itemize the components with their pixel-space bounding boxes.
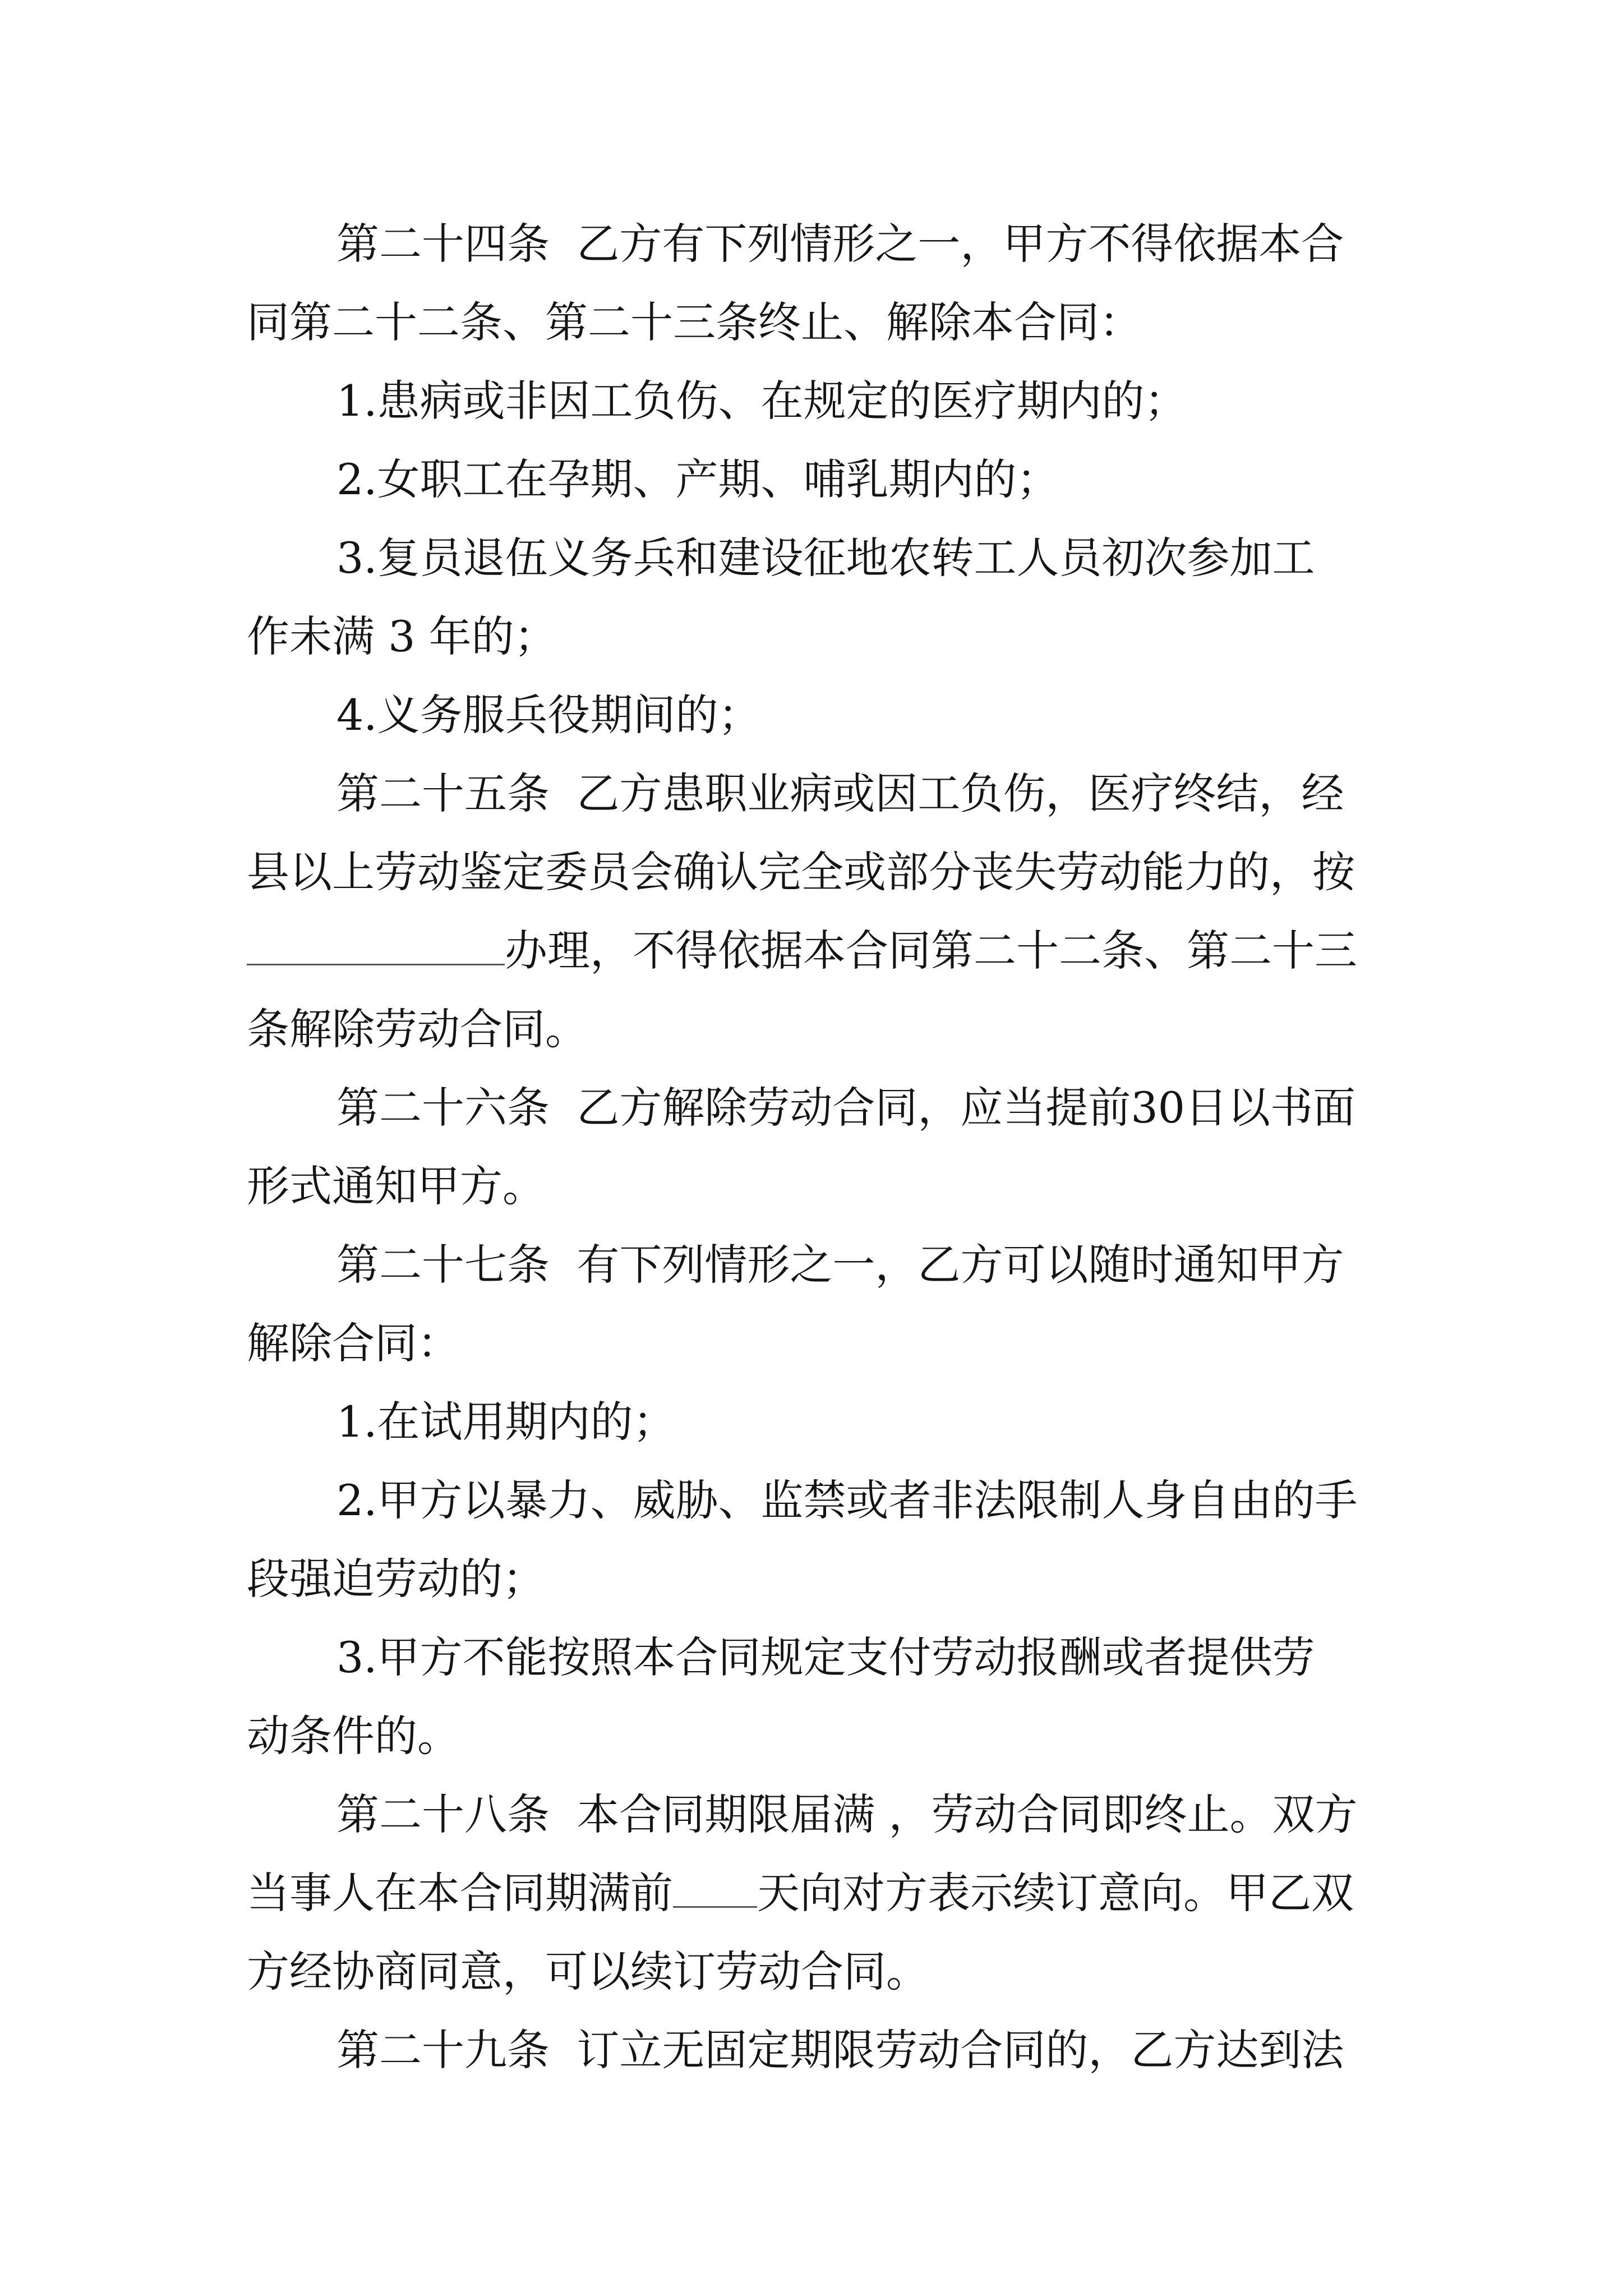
list-item: 2.甲方以暴力、威胁、监禁或者非法限制人身自由的手 [336, 1475, 1358, 1525]
article-24-heading [0, 202, 1623, 286]
fill-in-blank[interactable] [673, 1870, 757, 1908]
article-25-text-1: 第二十五条 乙方患职业病或因工负伤，医疗终结，经 [336, 769, 1344, 818]
list-item-continuation: 作未满 3 年的； [247, 611, 557, 661]
article-27-text-1: 第二十七条 有下列情形之一，乙方可以随时通知甲方 [336, 1240, 1344, 1290]
article-28-text-2b: 天向对方表示续订意向。甲乙双 [757, 1868, 1354, 1918]
article-29-text-1: 第二十九条 订立无固定期限劳动合同的，乙方达到法 [336, 2025, 1344, 2075]
article-27-item-2 [0, 1458, 1623, 1543]
article-27-continuation [0, 1301, 1623, 1386]
article-27-item-2-continuation [0, 1537, 1623, 1621]
article-27-text-2: 解除合同： [247, 1318, 460, 1368]
article-28-blank-line [0, 1851, 1623, 1935]
article-25-continuation [0, 830, 1623, 914]
list-item: 3.甲方不能按照本合同规定支付劳动报酬或者提供劳 [336, 1632, 1315, 1682]
fill-in-blank[interactable] [247, 928, 505, 965]
list-item: 3.复员退伍义务兵和建设征地农转工人员初次参加工 [336, 533, 1315, 583]
article-25-heading [0, 752, 1623, 836]
article-26-continuation [0, 1144, 1623, 1228]
article-27-item-1 [0, 1380, 1623, 1464]
article-25-text-4: 条解除劳动合同。 [247, 1004, 588, 1054]
article-27-heading [0, 1223, 1623, 1307]
article-24-item-3 [0, 516, 1623, 600]
article-25-end [0, 987, 1623, 1071]
article-24-item-1 [0, 359, 1623, 443]
article-24-item-3-continuation [0, 595, 1623, 679]
article-28-text-3: 方经协商同意，可以续订劳动合同。 [247, 1947, 929, 1996]
list-item: 1.患病或非因工负伤、在规定的医疗期内的； [336, 376, 1187, 426]
article-26-text-2: 形式通知甲方。 [247, 1161, 545, 1211]
article-25-text-3: 办理，不得依据本合同第二十二条、第二十三 [505, 926, 1357, 976]
article-26-text-1: 第二十六条 乙方解除劳动合同，应当提前30日以书面 [336, 1083, 1356, 1133]
article-24-item-4 [0, 673, 1623, 757]
article-29-heading [0, 2008, 1623, 2092]
article-28-end [0, 1930, 1623, 2014]
article-28-text-1: 第二十八条 本合同期限届满 ，劳动合同即终止。双方 [336, 1789, 1358, 1839]
article-24-continuation [0, 280, 1623, 365]
article-27-item-3-continuation [0, 1694, 1623, 1778]
list-item: 1.在试用期内的； [336, 1397, 676, 1447]
article-27-item-3 [0, 1616, 1623, 1700]
article-24-text-2: 同第二十二条、第二十三条终止、解除本合同： [247, 297, 1142, 347]
article-28-text-2a: 当事人在本合同期满前 [247, 1868, 673, 1918]
list-item: 2.女职工在孕期、产期、哺乳期内的； [336, 454, 1059, 504]
list-item-continuation: 动条件的。 [247, 1711, 460, 1761]
list-item: 4.义务服兵役期间的； [336, 690, 761, 740]
article-26-heading [0, 1066, 1623, 1150]
article-28-heading [0, 1773, 1623, 1857]
article-25-blank-line [0, 909, 1623, 993]
article-24-item-2 [0, 438, 1623, 522]
article-24-text-1: 第二十四条 乙方有下列情形之一，甲方不得依据本合 [336, 219, 1344, 269]
list-item-continuation: 段强迫劳动的； [247, 1554, 545, 1604]
article-25-text-2: 县以上劳动鉴定委员会确认完全或部分丧失劳动能力的，按 [247, 847, 1355, 897]
